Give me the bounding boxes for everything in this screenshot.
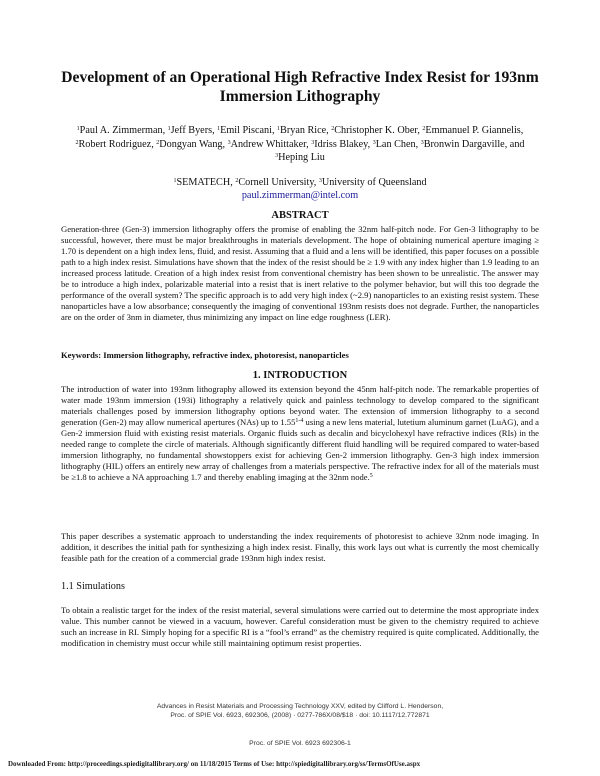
simulations-paragraph: To obtain a realistic target for the index of the resist material, several simulations were carried out to determine the most appropriate index value. This number cannot be viewed in a vacuum, however. Careful consideration must be given to the chemistry required to achieve such an increase in RI. Simply hoping for a specific RI is a “fool’s errand” as the chemistry required is quite complicated. Additionally, the modification in chemistry must occur while still maintaining optimum resist properties.	[61, 605, 539, 648]
author-name: $^2$Christopher K. Ober	[331, 125, 418, 136]
affiliation-mark: 1	[167, 126, 171, 132]
reference-5: 5	[369, 473, 373, 479]
abstract-heading: ABSTRACT	[271, 210, 329, 221]
affiliation-mark: 1	[217, 126, 221, 132]
author-name: $^3$Andrew Whittaker	[227, 138, 307, 150]
affiliation-mark: 2	[422, 126, 426, 132]
affiliation-name: $^3$University of Queensland	[318, 177, 427, 188]
author-name: $^3$Lan Chen	[372, 138, 416, 150]
author-name: $^1$Paul A. Zimmerman	[76, 125, 163, 136]
affiliation-mark: 3	[227, 139, 231, 146]
intro-paragraph-2: This paper describes a systematic approach to understanding the index requirements of photoresist to achieve 32nm node imaging. In addition, it describes the initial path for synthesizing a high index resist. Finally, this work lays out what is currently the most chemically feasible path for the creation of a commercial grade 193nm high index resist.	[61, 531, 539, 563]
intro-paragraph-1	[61, 384, 539, 483]
affiliation-name: $^1$SEMATECH	[173, 177, 231, 188]
author-list: $^1$Paul A. Zimmerman, $^1$Jeff Byers, $^1$Emil Piscani, $^1$Bryan Rice, $^2$Christopher K. Ober, $^2$Emmanuel P. Giannelis, $^2$Robert Rodriguez, $^2$Dongyan Wang, $^3$Andrew Whittaker, $^3$Idriss Blakey, $^3$Lan Chen, $^3$Bronwin Dargaville, and $^3$Heping Liu	[75, 125, 525, 163]
author-name: $^3$Idriss Blakey	[311, 138, 368, 150]
author-email-link[interactable]: paul.zimmerman@intel.com	[241, 190, 359, 201]
affiliation-mark: 3	[372, 139, 376, 146]
author-name: $^1$Emil Piscani	[217, 125, 272, 136]
affiliation-mark: 2	[235, 178, 239, 184]
download-notice: Downloaded From: http://proceedings.spiedigitallibrary.org/ on 11/18/2015 Terms of Use: http://spiedigitallibrary.org/ss/TermsOfUse.aspx	[8, 760, 421, 768]
page-footer: Proc. of SPIE Vol. 6923 692306-1	[249, 740, 351, 747]
affiliation-mark: 1	[277, 126, 281, 132]
affiliation-mark: 1	[76, 126, 80, 132]
keywords-line	[61, 350, 539, 361]
abstract-text: Generation-three (Gen-3) immersion lithography offers the promise of enabling the 32nm half-pitch node. For Gen-3 lithography to be successful, however, there must be major breakthroughs in materials development. The hope of obtaining numerical aperture imaging ≥ 1.70 is dependent on a high index lens, fluid, and resist. Assuming that a fluid and a lens will be identified, this paper focuses on a possible path to a high index resist. Simulations have shown that the index of the resist should be ≥ 1.9 with any index higher than 1.9 leading to an increased process latitude. Creation of a high index resist from conventional chemistry has been shown to be unrealistic. The answer may be to introduce a high index, polarizable material into a resist that is inert relative to the polymer behavior, but will this too degrade the performance of the overall system? The specific approach is to add very high index (~2.9) nanoparticles to an existing resist system. These nanoparticles have a low absorbance; consequently the imaging of conventional 193nm resists does not degrade. Further, the nanoparticles are on the order of 3nm in diameter, thus minimizing any impact on line edge roughness (LER).	[61, 224, 539, 322]
affiliation-mark: 2	[156, 139, 160, 146]
intro-p1-part-a: The introduction of water into 193nm lithography allowed its extension beyond the 45nm half-pitch node. The remarkable properties of water made 193nm immersion (193i) lithography a relatively quick and painless technology to develop compared to the significant materials challenges posed by immersion lithography options beyond water. The extension of immersion lithography to a second generation (Gen-2) may allow numerical apertures (NAs) up to 1.55	[61, 384, 539, 427]
keywords-label: Keywords:	[61, 350, 102, 360]
affiliation-mark: 3	[311, 139, 315, 146]
affiliation-mark: 3	[420, 139, 424, 146]
subsection-heading-simulations: 1.1 Simulations	[61, 581, 125, 592]
author-name: $^1$Jeff Byers	[167, 125, 213, 136]
author-name: $^1$Bryan Rice	[277, 125, 327, 136]
footer-line-2: Proc. of SPIE Vol. 6923, 692306, (2008) · 0277-786X/08/$18 · doi: 10.1117/12.772871	[170, 712, 430, 719]
reference-1-4: 1-4	[295, 418, 304, 424]
author-name: $^2$Robert Rodriguez	[75, 138, 152, 150]
section-heading-introduction: 1. INTRODUCTION	[252, 370, 348, 381]
author-name: $^2$Emmanuel P. Giannelis	[422, 125, 521, 136]
affiliation-mark: 3	[275, 153, 279, 159]
affiliation-mark: 2	[75, 139, 79, 146]
author-name: $^3$Heping Liu	[275, 152, 325, 163]
publication-footer	[60, 702, 540, 720]
affiliation-list: $^1$SEMATECH, $^2$Cornell University, $^3$University of Queensland	[173, 177, 427, 188]
keywords-text: Immersion lithography, refractive index, photoresist, nanoparticles	[103, 350, 349, 360]
intro-p1-part-b: using a new lens material, lutetium aluminum garnet (LuAG), and a Gen-2 immersion fluid with existing resist materials. Organic fluids such as decalin and bicyclohexyl have refractive indices (RIs) in the needed range to complete the circle of materials. Although significantly different fluid handling will be required compared to water-based immersion lithography, no fundamental showstoppers exist for achieving Gen-2 immersion lithography. Gen-3 high index immersion lithography (HIL) offers an entirely new array of challenges from a materials perspective. The refractive index for all of the materials must be ≥1.8 to achieve a NA approaching 1.7 and thereby enabling imaging at the 32nm node.	[61, 417, 539, 482]
author-name: $^3$Bronwin Dargaville	[420, 138, 505, 150]
author-name: $^2$Dongyan Wang	[156, 138, 223, 150]
affiliation-mark: 2	[331, 126, 335, 132]
affiliation-name: $^2$Cornell University	[235, 177, 314, 188]
affiliation-mark: 1	[173, 178, 177, 184]
affiliations-block	[72, 176, 528, 202]
paper-title: Development of an Operational High Refractive Index Resist for 193nm Immersion Lithography	[61, 69, 539, 105]
footer-line-1: Advances in Resist Materials and Processing Technology XXV, edited by Clifford L. Henderson,	[156, 703, 444, 710]
affiliation-mark: 3	[318, 178, 322, 184]
